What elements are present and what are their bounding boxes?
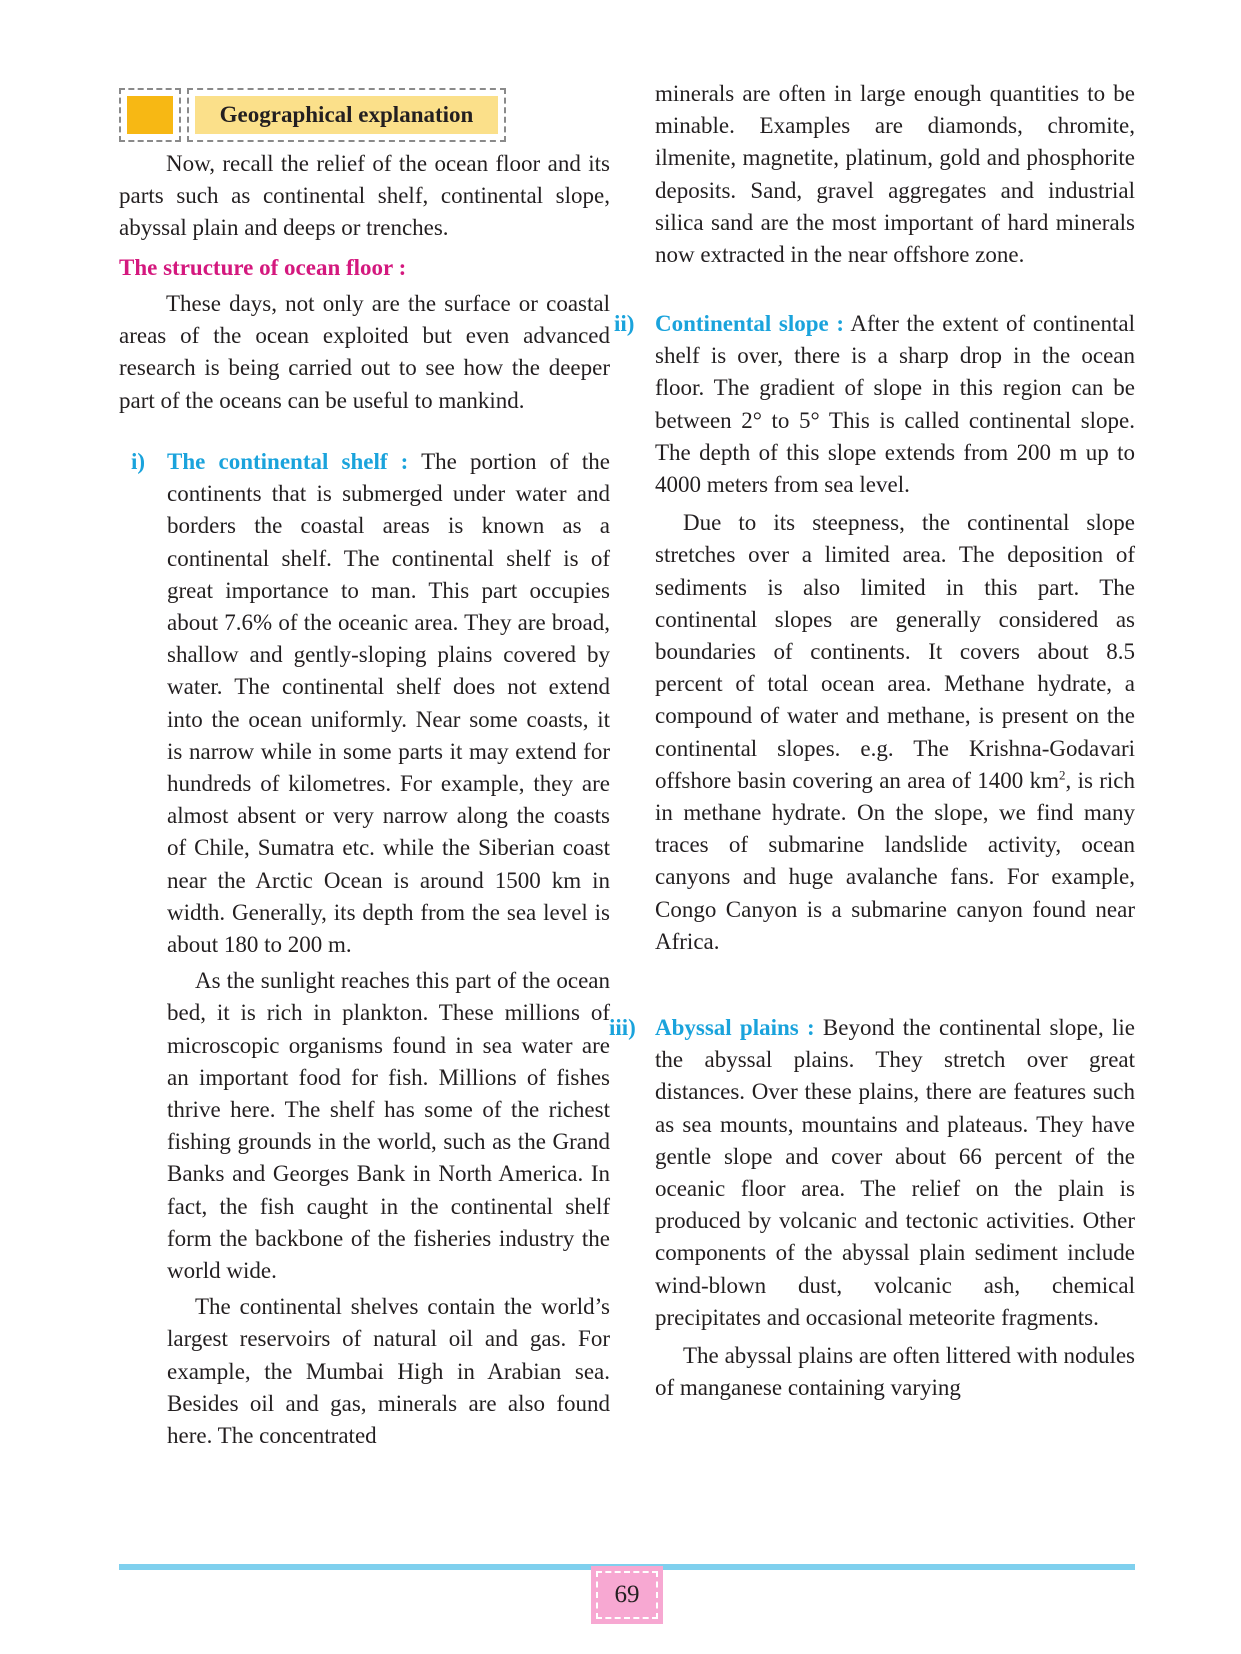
page-number-badge xyxy=(591,1566,663,1624)
list-number: iii) xyxy=(609,1015,636,1040)
badge-label-box xyxy=(187,88,506,142)
term-continental-shelf: The continental shelf : xyxy=(167,449,409,474)
abyssal-paragraph xyxy=(655,1012,1135,1334)
badge-marker xyxy=(119,88,181,142)
plankton-paragraph: As the sunlight reaches this part of the ocean bed, it is rich in plankton. These millions of microscopic organisms found in sea water are an important food for fish. Millions of fishes thrive here. The shelf has some of the richest fishing grounds in the world, such as the Grand Banks and Georges Bank in North America. In fact, the fish caught in the continental shelf form the backbone of the fisheries industry the world wide. xyxy=(167,968,610,1284)
badge-label: Geographical explanation xyxy=(195,96,498,134)
list-item-continental-shelf xyxy=(119,446,610,1452)
section-heading: The structure of ocean floor : xyxy=(119,255,407,280)
steepness-text: Due to its steepness, the continental slope stretches over a limited area. The deposition of sediments is also limited in this part. The continental slopes are generally considered as boundaries of continents. It covers about 8.5 percent of total ocean area. Methane hydrate, a compound of water and methane, is present on the continental slopes. e.g. The Krishna-Godavari offshore basin covering an area of 1400 km xyxy=(655,510,1135,793)
intro-paragraph: Now, recall the relief of the ocean floor and its parts such as continental shelf, continental slope, abyssal plain and deeps or trenches. xyxy=(119,151,610,241)
badge-marker-square xyxy=(127,96,173,134)
abyssal-text: Beyond the continental slope, lie the abyssal plains. They stretch over great distances. Over these plains, there are features such as sea mounts, mountains and plateaus. They have gentle slope and cover about 66 percent of the oceanic floor area. The relief on the plain is produced by volcanic and tectonic activities. Other components of the abyssal plain sediment include wind-blown dust, volcanic ash, chemical precipitates and occasional meteorite fragments. xyxy=(655,1015,1135,1330)
slope-paragraph xyxy=(655,308,1135,501)
steepness-text-end: , is rich in methane hydrate. On the slope, we find many traces of submarine landslide activity, ocean canyons and huge avalanche fans. For example, Congo Canyon is a submarine canyon found near Africa. xyxy=(655,767,1135,954)
slope-text: After the extent of continental shelf is over, there is a sharp drop in the ocean floor. The gradient of slope in this region can be between 2° to 5° This is called continental slope. The depth of this slope extends from 200 m up to 4000 meters from sea level. xyxy=(655,311,1135,498)
term-continental-slope: Continental slope : xyxy=(655,311,845,336)
steepness-paragraph xyxy=(655,507,1135,958)
list-number: i) xyxy=(131,449,146,474)
structure-paragraph: These days, not only are the surface or coastal areas of the ocean exploited but even advanced research is being carried out to see how the deeper part of the oceans can be useful to mankind. xyxy=(119,291,610,413)
list-number: ii) xyxy=(614,311,635,336)
shelf-paragraph xyxy=(167,446,610,961)
term-abyssal-plains: Abyssal plains : xyxy=(655,1015,815,1040)
list-item-continental-slope xyxy=(614,308,1135,958)
list-item-abyssal-plains xyxy=(609,1012,1135,1404)
oil-gas-paragraph: The continental shelves contain the world’s largest reservoirs of natural oil and gas. For example, the Mumbai High in Arabian sea. Besides oil and gas, minerals are also found here. The concentrated xyxy=(167,1294,610,1449)
superscript: 2 xyxy=(1059,767,1066,783)
minerals-paragraph: minerals are often in large enough quantities to be minable. Examples are diamonds, chromite, ilmenite, magnetite, platinum, gold and phosphorite deposits. Sand, gravel aggregates and industrial silica sand are the most important of hard minerals now extracted in the near offshore zone. xyxy=(655,81,1135,268)
section-badge xyxy=(119,88,506,142)
page-number: 69 xyxy=(614,1581,640,1608)
shelf-text: The portion of the continents that is submerged under water and borders the coastal areas is known as a continental shelf. The continental shelf is of great importance to man. This part occupies about 7.6% of the oceanic area. They are broad, shallow and gently-sloping plains covered by water. The continental shelf does not extend into the ocean uniformly. Near some coasts, it is narrow while in some parts it may extend for hundreds of kilometres. For example, they are almost absent or very narrow along the coasts of Chile, Sumatra etc. while the Siberian coast near the Arctic Ocean is around 1500 km in width. Generally, its depth from the sea level is about 180 to 200 m. xyxy=(167,449,611,958)
nodules-paragraph: The abyssal plains are often littered with nodules of manganese containing varying xyxy=(655,1343,1135,1401)
